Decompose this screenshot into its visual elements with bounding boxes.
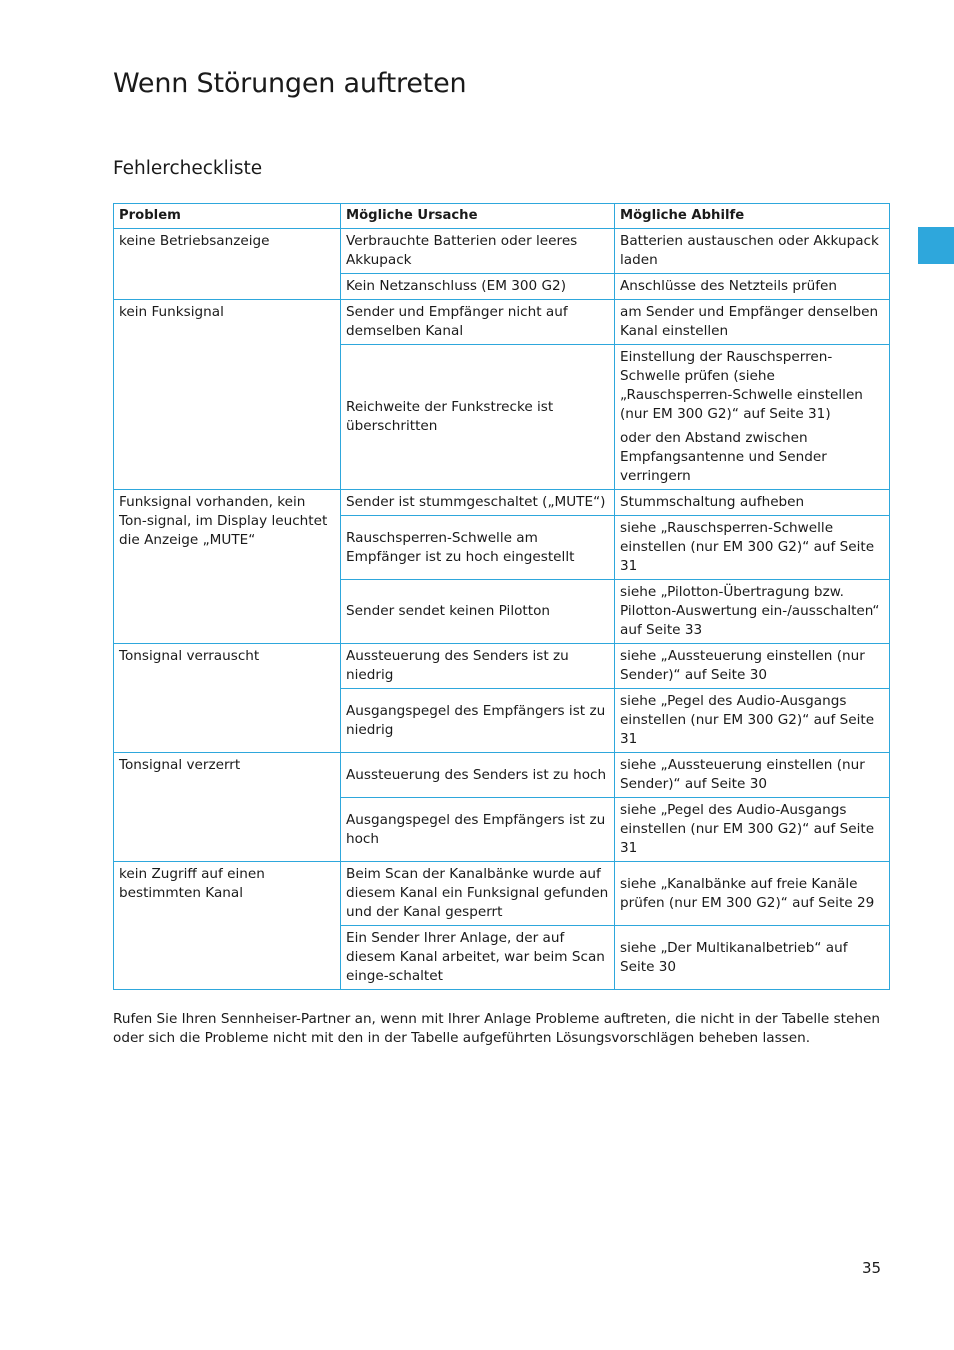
cause-cell: Verbrauchte Batterien oder leeres Akkupack	[341, 229, 615, 274]
contact-note: Rufen Sie Ihren Sennheiser-Partner an, wenn mit Ihrer Anlage Probleme auftreten, die nicht in der Tabelle stehen oder sich die Probleme nicht mit den in der Tabelle aufgeführten Lösungsvorschlägen beheben lassen.	[113, 1011, 880, 1046]
problem-cell: kein Zugriff auf einen bestimmten Kanal	[114, 862, 341, 990]
remedy-cell: siehe „Der Multikanalbetrieb“ auf Seite 30	[615, 926, 890, 990]
table-row	[114, 753, 890, 798]
page-title: Wenn Störungen auftreten	[113, 68, 467, 99]
section-title: Fehlercheckliste	[113, 158, 263, 179]
page-number: 35	[862, 1259, 882, 1277]
table-row	[114, 490, 890, 516]
remedy-cell: siehe „Aussteuerung einstellen (nur Sender)“ auf Seite 30	[615, 753, 890, 798]
remedy-cell: Batterien austauschen oder Akkupack laden	[615, 229, 890, 274]
cause-cell: Reichweite der Funkstrecke ist überschritten	[341, 345, 615, 490]
cause-cell: Sender ist stummgeschaltet („MUTE“)	[341, 490, 615, 516]
cause-cell: Rauschsperren-Schwelle am Empfänger ist zu hoch eingestellt	[341, 516, 615, 580]
table-row	[114, 862, 890, 926]
problem-cell: Tonsignal verrauscht	[114, 644, 341, 753]
cause-cell: Ein Sender Ihrer Anlage, der auf diesem Kanal arbeitet, war beim Scan einge-schaltet	[341, 926, 615, 990]
cause-cell: Sender und Empfänger nicht auf demselben Kanal	[341, 300, 615, 345]
problem-cell: Funksignal vorhanden, kein Ton-signal, im Display leuchtet die Anzeige „MUTE“	[114, 490, 341, 644]
remedy-cell: Stummschaltung aufheben	[615, 490, 890, 516]
remedy-cell: siehe „Pegel des Audio-Ausgangs einstellen (nur EM 300 G2)“ auf Seite 31	[615, 798, 890, 862]
table-row	[114, 300, 890, 345]
remedy-cell: Anschlüsse des Netzteils prüfen	[615, 274, 890, 300]
remedy-text-alternative: oder den Abstand zwischen Empfangsantenne und Sender verringern	[620, 430, 827, 484]
cause-cell: Beim Scan der Kanalbänke wurde auf diesem Kanal ein Funksignal gefunden und der Kanal gesperrt	[341, 862, 615, 926]
header-problem: Problem	[114, 204, 341, 229]
table-row	[114, 229, 890, 274]
remedy-cell: siehe „Pegel des Audio-Ausgangs einstellen (nur EM 300 G2)“ auf Seite 31	[615, 689, 890, 753]
remedy-cell: am Sender und Empfänger denselben Kanal einstellen	[615, 300, 890, 345]
remedy-cell: siehe „Aussteuerung einstellen (nur Sender)“ auf Seite 30	[615, 644, 890, 689]
problem-cell: kein Funksignal	[114, 300, 341, 490]
header-cause: Mögliche Ursache	[341, 204, 615, 229]
header-remedy: Mögliche Abhilfe	[615, 204, 890, 229]
chapter-tab-marker	[918, 227, 954, 264]
problem-cell: keine Betriebsanzeige	[114, 229, 341, 300]
cause-cell: Aussteuerung des Senders ist zu hoch	[341, 753, 615, 798]
cause-cell: Ausgangspegel des Empfängers ist zu niedrig	[341, 689, 615, 753]
cause-cell: Ausgangspegel des Empfängers ist zu hoch	[341, 798, 615, 862]
problem-cell: Tonsignal verzerrt	[114, 753, 341, 862]
troubleshooting-table	[113, 203, 890, 990]
table-header-row	[114, 204, 890, 229]
remedy-cell	[615, 345, 890, 490]
cause-cell: Aussteuerung des Senders ist zu niedrig	[341, 644, 615, 689]
table-row	[114, 644, 890, 689]
cause-cell: Kein Netzanschluss (EM 300 G2)	[341, 274, 615, 300]
cause-cell: Sender sendet keinen Pilotton	[341, 580, 615, 644]
remedy-cell: siehe „Kanalbänke auf freie Kanäle prüfen (nur EM 300 G2)“ auf Seite 29	[615, 862, 890, 926]
remedy-text: Einstellung der Rauschsperren-Schwelle prüfen (siehe „Rauschsperren-Schwelle einstellen (nur EM 300 G2)“ auf Seite 31)	[620, 349, 863, 422]
remedy-cell: siehe „Pilotton-Übertragung bzw. Pilotton-Auswertung ein-/ausschalten“ auf Seite 33	[615, 580, 890, 644]
remedy-cell: siehe „Rauschsperren-Schwelle einstellen (nur EM 300 G2)“ auf Seite 31	[615, 516, 890, 580]
